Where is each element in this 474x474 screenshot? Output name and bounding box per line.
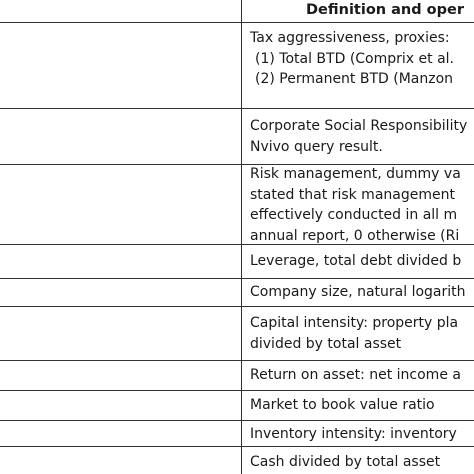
definition-line: divided by total asset bbox=[250, 335, 402, 352]
definition-cell-cash bbox=[250, 452, 474, 473]
definition-cell-capital-intensity bbox=[250, 313, 474, 354]
definition-cell-inventory-intensity bbox=[250, 424, 474, 445]
definition-cell-size bbox=[250, 282, 474, 303]
definition-line: Leverage, total debt divided b bbox=[250, 253, 462, 269]
definition-cell-leverage bbox=[250, 251, 474, 272]
definition-line: stated that risk management bbox=[250, 186, 455, 203]
definition-line: Nvivo query result. bbox=[250, 138, 383, 155]
definition-cell-tax bbox=[250, 28, 474, 90]
definition-line: (1) Total BTD (Comprix et al. bbox=[255, 50, 454, 67]
row-divider bbox=[0, 446, 474, 447]
definition-line: Cash divided by total asset bbox=[250, 454, 441, 470]
row-divider bbox=[0, 22, 474, 23]
row-divider bbox=[0, 360, 474, 361]
row-divider bbox=[0, 306, 474, 307]
definition-line: (2) Permanent BTD (Manzon bbox=[255, 71, 454, 87]
definition-line: Tax aggressiveness, proxies: bbox=[250, 30, 450, 46]
definition-line: Risk management, dummy va bbox=[250, 166, 461, 182]
row-divider bbox=[0, 390, 474, 391]
row-divider bbox=[0, 420, 474, 421]
definition-cell-market-to-book bbox=[250, 395, 474, 416]
definition-cell-csr bbox=[250, 116, 474, 157]
definition-line: Capital intensity: property pla bbox=[250, 315, 459, 331]
definition-line: Return on asset: net income a bbox=[250, 367, 461, 383]
definition-cell-risk bbox=[250, 164, 474, 246]
definition-line: annual report, 0 otherwise (Ri bbox=[250, 227, 460, 244]
definition-line: effectively conducted in all m bbox=[250, 207, 458, 223]
definition-line: Inventory intensity: inventory bbox=[250, 426, 457, 442]
definition-line: Market to book value ratio bbox=[250, 397, 435, 413]
definition-cell-roa bbox=[250, 365, 474, 386]
column-divider bbox=[241, 0, 242, 474]
row-divider bbox=[0, 278, 474, 279]
definition-line: Corporate Social Responsibility bbox=[250, 118, 468, 134]
definition-line: Company size, natural logarith bbox=[250, 284, 466, 300]
row-divider bbox=[0, 108, 474, 109]
column-header-definition: Definition and oper bbox=[306, 2, 465, 18]
